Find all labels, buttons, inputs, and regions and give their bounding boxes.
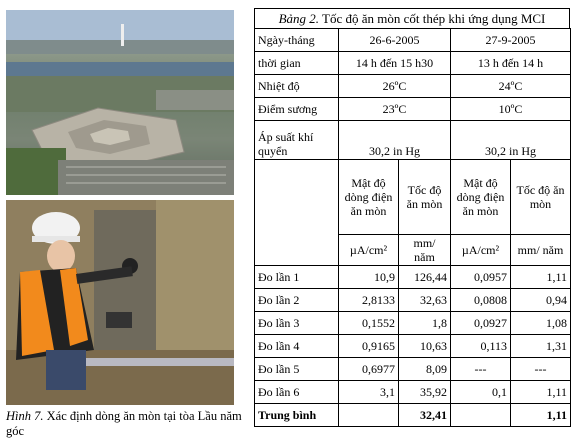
col-header-density-1: Mật độ dòng điện ăn mòn xyxy=(339,160,399,235)
row-label: Đo lần 1 xyxy=(255,266,339,289)
table-row xyxy=(255,358,571,381)
cell-value: 10,63 xyxy=(399,335,451,358)
row-label: Điểm sương xyxy=(255,98,339,121)
cell-value: 0,0927 xyxy=(451,312,511,335)
cell-value: 30,2 in Hg xyxy=(339,121,451,160)
row-label: Đo lần 6 xyxy=(255,381,339,404)
row-label: Nhiệt độ xyxy=(255,75,339,98)
cell-value: 35,92 xyxy=(399,381,451,404)
row-label: Đo lần 5 xyxy=(255,358,339,381)
cell-value: --- xyxy=(511,358,571,381)
col-header-rate-1: Tốc độ ăn mòn xyxy=(399,160,451,235)
cell-value: 0,1552 xyxy=(339,312,399,335)
col-header-density-2: Mật độ dòng điện ăn mòn xyxy=(451,160,511,235)
pentagon-aerial-illustration xyxy=(6,10,234,195)
cell-value: 13 h đến 14 h xyxy=(451,52,571,75)
unit-rate-2: mm/ năm xyxy=(511,235,571,266)
cell-value: 0,0808 xyxy=(451,289,511,312)
cell-value: 0,1 xyxy=(451,381,511,404)
empty-cell xyxy=(339,404,399,427)
empty-header-cell xyxy=(255,160,339,266)
worker-illustration xyxy=(6,200,234,405)
cell-value: --- xyxy=(451,358,511,381)
table-title xyxy=(254,8,570,28)
cell-value: 0,9165 xyxy=(339,335,399,358)
row-label: Trung bình xyxy=(255,404,339,427)
table-row-average xyxy=(255,404,571,427)
cell-value: 3,1 xyxy=(339,381,399,404)
cell-value: 0,113 xyxy=(451,335,511,358)
row-label: Áp suất khí quyển xyxy=(255,121,339,160)
table-row xyxy=(255,312,571,335)
cell-value: 0,6977 xyxy=(339,358,399,381)
table-row-temperature xyxy=(255,75,571,98)
pentagon-aerial-photo xyxy=(6,10,234,195)
cell-value: 1,31 xyxy=(511,335,571,358)
corrosion-rate-table xyxy=(254,28,571,427)
table-row xyxy=(255,266,571,289)
cell-value: 126,44 xyxy=(399,266,451,289)
row-label: Ngày-tháng xyxy=(255,29,339,52)
table-title-text: Tốc độ ăn mòn cốt thép khi ứng dụng MCI xyxy=(319,11,546,26)
empty-cell xyxy=(451,404,511,427)
cell-value: 0,0957 xyxy=(451,266,511,289)
cell-value: 32,41 xyxy=(399,404,451,427)
table-title-label: Bảng 2. xyxy=(278,11,320,26)
cell-value: 8,09 xyxy=(399,358,451,381)
cell-value: 0,94 xyxy=(511,289,571,312)
cell-value: 2,8133 xyxy=(339,289,399,312)
figure-caption-text: Xác định dòng ăn mòn tại tòa Lầu năm góc xyxy=(6,409,242,438)
row-label: thời gian xyxy=(255,52,339,75)
cell-value: 32,63 xyxy=(399,289,451,312)
row-label: Đo lần 3 xyxy=(255,312,339,335)
cell-value: 1,11 xyxy=(511,266,571,289)
cell-value: 27-9-2005 xyxy=(451,29,571,52)
table-row-date xyxy=(255,29,571,52)
cell-value: 10,9 xyxy=(339,266,399,289)
table-header-row xyxy=(255,160,571,235)
cell-value: 23ºC xyxy=(339,98,451,121)
unit-density-1: µA/cm² xyxy=(339,235,399,266)
figure-caption-label: Hình 7. xyxy=(6,409,44,423)
worker-measurement-photo xyxy=(6,200,234,405)
table-row-pressure xyxy=(255,121,571,160)
table-row xyxy=(255,335,571,358)
cell-value: 1,11 xyxy=(511,381,571,404)
row-label: Đo lần 4 xyxy=(255,335,339,358)
table-row-time xyxy=(255,52,571,75)
unit-rate-1: mm/ năm xyxy=(399,235,451,266)
table-row xyxy=(255,381,571,404)
table-row-dew-point xyxy=(255,98,571,121)
cell-value: 24ºC xyxy=(451,75,571,98)
cell-value: 1,8 xyxy=(399,312,451,335)
cell-value: 30,2 in Hg xyxy=(451,121,571,160)
figure-caption xyxy=(6,409,246,439)
row-label: Đo lần 2 xyxy=(255,289,339,312)
cell-value: 1,11 xyxy=(511,404,571,427)
unit-density-2: µA/cm² xyxy=(451,235,511,266)
table-row xyxy=(255,289,571,312)
cell-value: 1,08 xyxy=(511,312,571,335)
cell-value: 10ºC xyxy=(451,98,571,121)
cell-value: 14 h đến 15 h30 xyxy=(339,52,451,75)
cell-value: 26ºC xyxy=(339,75,451,98)
cell-value: 26-6-2005 xyxy=(339,29,451,52)
col-header-rate-2: Tốc độ ăn mòn xyxy=(511,160,571,235)
